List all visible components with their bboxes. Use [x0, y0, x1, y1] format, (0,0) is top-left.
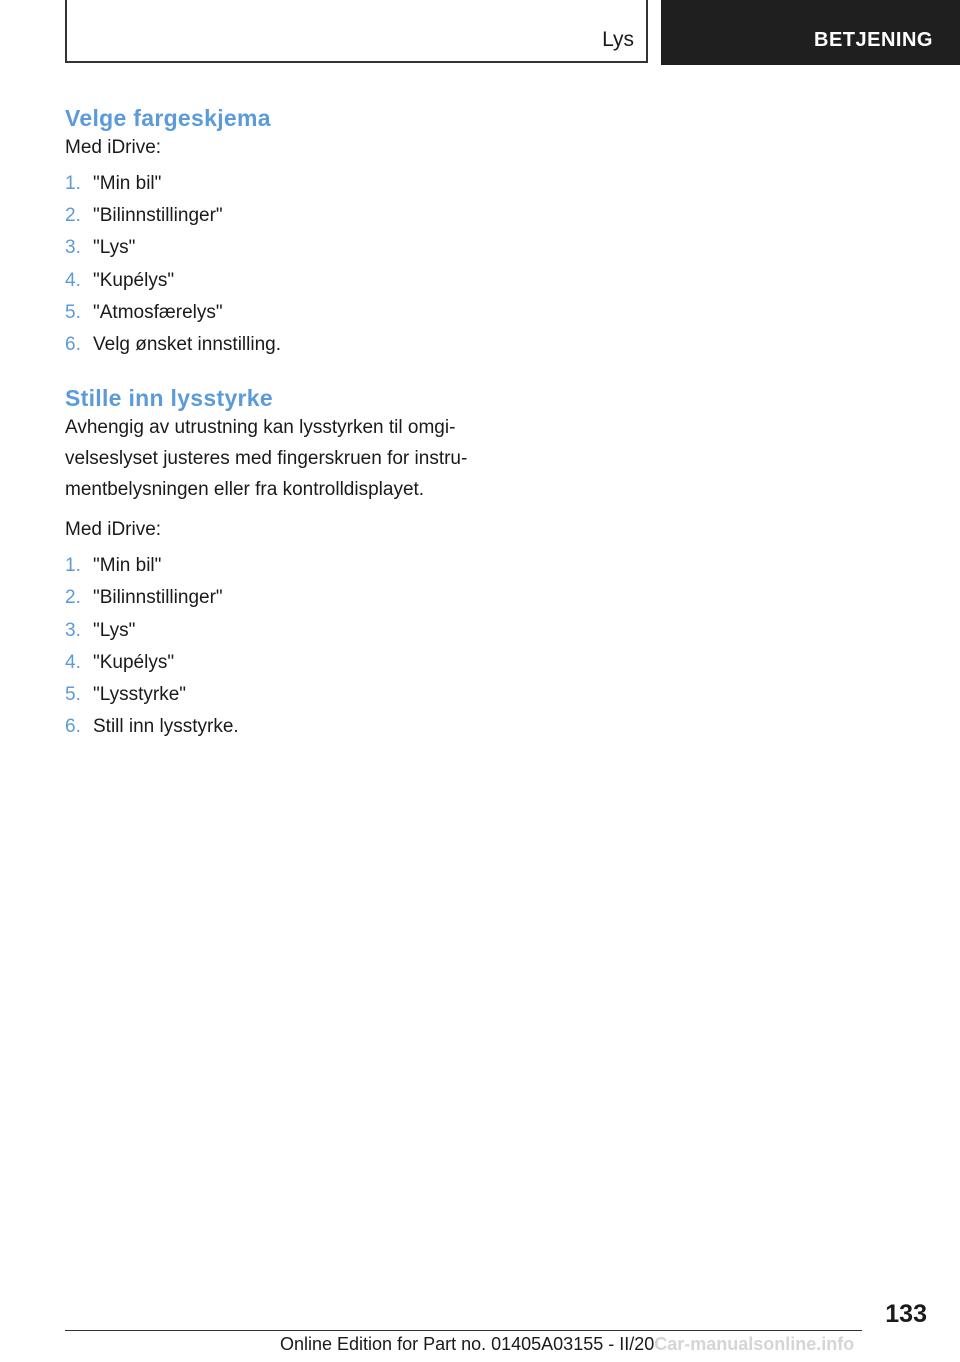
step-number: 5.	[65, 301, 81, 323]
step-text: "Atmosfærelys"	[93, 301, 223, 323]
step-text: "Bilinnstillinger"	[93, 205, 223, 227]
list-item	[65, 200, 485, 232]
step-number: 2.	[65, 205, 81, 227]
body-line: Avhengig av utrustning kan lysstyrken til omgi‐	[65, 417, 456, 439]
step-text: "Lysstyrke"	[93, 684, 187, 706]
header-section-title: Lys	[602, 28, 634, 51]
step-number: 4.	[65, 651, 81, 673]
list-item	[65, 329, 485, 361]
list-item	[65, 232, 485, 264]
step-number: 3.	[65, 619, 81, 641]
list-item	[65, 297, 485, 329]
step-text: "Kupélys"	[93, 269, 175, 291]
step-text: "Bilinnstillinger"	[93, 587, 223, 609]
intro-text: Med iDrive:	[65, 137, 162, 158]
list-item	[65, 582, 485, 614]
page-number: 133	[885, 1300, 927, 1328]
step-number: 1.	[65, 173, 81, 194]
header-chapter-title: BETJENING	[814, 29, 933, 51]
step-text: "Min bil"	[93, 173, 162, 194]
section-heading: Velge fargeskjema	[65, 105, 271, 131]
list-item	[65, 647, 485, 679]
watermark: Car-manualsonline.info	[654, 1334, 855, 1354]
section-brightness	[65, 385, 485, 743]
list-item	[65, 615, 485, 647]
step-number: 3.	[65, 237, 81, 259]
list-item	[65, 265, 485, 297]
step-list	[65, 168, 485, 361]
list-item	[65, 168, 485, 200]
section-heading: Stille inn lysstyrke	[65, 385, 273, 412]
step-text: "Min bil"	[93, 555, 162, 577]
step-text: "Lys"	[93, 619, 136, 641]
body-line: mentbelysningen eller fra kontrolldisplayet.	[65, 479, 425, 501]
list-item	[65, 550, 485, 582]
header-chapter-tab	[661, 0, 960, 65]
footer-divider	[65, 1330, 862, 1331]
footer-edition	[280, 1334, 854, 1355]
body-line: velseslyset justeres med fingerskruen for instru‐	[65, 448, 468, 470]
step-number: 2.	[65, 587, 81, 609]
step-number: 6.	[65, 716, 81, 738]
list-item	[65, 679, 485, 711]
edition-text: Online Edition for Part no. 01405A03155 - II/20	[280, 1334, 655, 1354]
step-list	[65, 550, 485, 743]
header-frame	[65, 0, 648, 63]
step-text: Velg ønsket innstilling.	[93, 334, 281, 356]
list-item	[65, 711, 485, 743]
step-text: "Lys"	[93, 237, 136, 259]
page-content	[65, 100, 485, 743]
step-number: 5.	[65, 684, 81, 706]
section-color-scheme	[65, 105, 485, 361]
step-text: "Kupélys"	[93, 651, 175, 673]
intro-text: Med iDrive:	[65, 519, 162, 541]
step-text: Still inn lysstyrke.	[93, 716, 239, 738]
step-number: 1.	[65, 555, 81, 577]
step-number: 6.	[65, 334, 81, 356]
step-number: 4.	[65, 269, 81, 291]
